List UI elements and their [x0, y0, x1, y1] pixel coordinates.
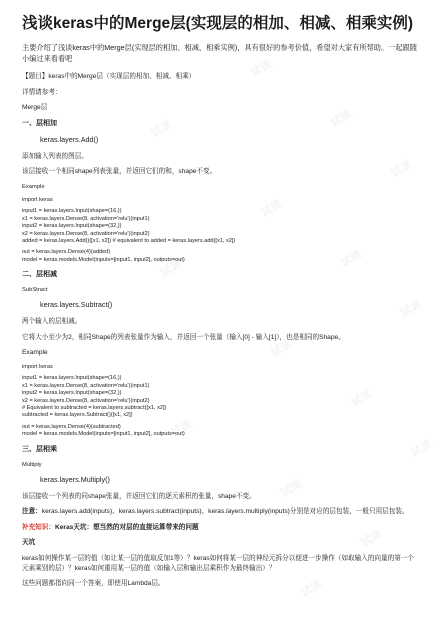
merge-layer-line: Merge层	[22, 104, 48, 112]
pit-heading: 天坑	[22, 539, 36, 547]
code-line: added = keras.layers.Add()([x1, x2]) # equivalent to added = keras.layers.add([x1, x2])	[22, 238, 236, 244]
topic-line: 【题目】keras中的Merge层（实现层的相加、相减、相乘）	[22, 73, 196, 80]
watermark-text: 试读	[148, 118, 175, 140]
section-multiply-heading: 三、层相乘	[22, 445, 57, 453]
code-line: input2 = keras.layers.Input(shape=(32,))	[22, 390, 122, 397]
watermark-text: 试读	[358, 528, 385, 550]
supplement-heading	[22, 523, 420, 533]
multiply-desc1: 该层接收一个列表的同shape张量，并返回它们的逐元素积的张量，shape不变。	[22, 492, 256, 500]
watermark-text: 试读	[408, 438, 435, 460]
watermark-text: 试读	[388, 158, 415, 180]
add-import: import keras	[22, 196, 53, 203]
section-subtract-heading: 二、层相减	[22, 271, 57, 279]
watermark-text: 试读	[268, 338, 295, 360]
code-line: x2 = keras.layers.Dense(8, activation='relu')(input2)	[22, 397, 150, 404]
subtract-desc2: 它将大小至少为2，相同Shape的列表张量作为输入，并返回一个张量（输入[0] - 输入[1]），也是相同的Shape。	[22, 333, 345, 341]
subtract-example-label: Example	[22, 349, 48, 357]
watermark-text: 试读	[398, 298, 425, 320]
add-example-label: Example	[22, 183, 45, 190]
intro-paragraph: 主要介绍了浅谈keras中的Merge层(实现层的相加、相减、相乘实例)，具有很好的参考价值，希望对大家有所帮助。一起跟随小编过来看看吧	[22, 43, 417, 63]
watermark-text: 试读	[168, 418, 195, 440]
code-line: # Equivalent to subtracted = keras.layers.subtract([x1, x2])	[22, 405, 167, 412]
supplement-title: Keras天坑：想当然的对层的直接运算带来的问题	[54, 523, 199, 531]
add-call: keras.layers.Add()	[40, 134, 99, 144]
code-line: input2 = keras.layers.Input(shape=(32,))	[22, 223, 122, 230]
watermark-text: 试读	[298, 578, 325, 600]
document-page	[22, 14, 420, 595]
subtract-code-block-2	[22, 424, 420, 439]
subtract-desc1: 两个输入的层相减。	[22, 318, 82, 326]
detail-line: 详情请参考：	[22, 88, 62, 96]
watermark-text: 试读	[158, 258, 185, 280]
code-line: x1 = keras.layers.Dense(8, activation='relu')(input1)	[22, 215, 150, 222]
code-line: input1 = keras.layers.Input(shape=(16,))	[22, 375, 122, 382]
code-line: model = keras.models.Model(inputs=[input1, input2], outputs=out)	[22, 256, 185, 263]
watermark-text: 试读	[258, 198, 285, 220]
watermark-text: 试读	[248, 58, 275, 80]
multiply-label: Multiply	[22, 461, 42, 468]
add-code-block-1	[22, 208, 420, 245]
page-title: 浅谈keras中的Merge层(实现层的相加、相减、相乘实例)	[22, 15, 413, 32]
subtract-label: SubStract	[22, 287, 48, 294]
multiply-call: keras.layers.Multiply()	[40, 474, 110, 484]
watermark-text: 试读	[348, 388, 375, 410]
subtract-call: keras.layers.Subtract()	[40, 300, 113, 310]
add-code-block-2	[22, 249, 420, 264]
code-line: x1 = keras.layers.Dense(8, activation='relu')(input1)	[22, 382, 150, 389]
code-line: input1 = keras.layers.Input(shape=(16,))	[22, 208, 122, 215]
code-line: subtracted = keras.layers.Subtract()([x1, x2])	[22, 412, 133, 419]
note-label: 注意：	[22, 508, 42, 516]
supplement-para-2: 这些问题都指向同一个答案，即使用Lambda层。	[22, 580, 165, 588]
code-line: out = keras.layers.Dense(4)(subtracted)	[22, 423, 121, 430]
code-line: out = keras.layers.Dense(4)(added)	[22, 249, 111, 256]
code-line: x2 = keras.layers.Dense(8, activation='relu')(input2)	[22, 230, 150, 237]
add-desc2: 该层接收一个相同shape列表张量，并返回它们的和，shape不变。	[22, 168, 217, 176]
section-add-heading: 一、层相加	[22, 119, 57, 127]
note-text: keras.layers.add(inputs)、keras.layers.subtract(inputs)、keras.layers.multiply(inputs)分别是对应的层包装，一般只用层包装。	[41, 508, 409, 516]
supplement-label: 补充知识：	[22, 523, 55, 531]
watermark-text: 试读	[328, 108, 355, 130]
code-line: model = keras.models.Model(inputs=[input1, input2], outputs=out)	[22, 431, 185, 438]
watermark-text: 试读	[338, 248, 365, 270]
watermark-text: 试读	[278, 478, 305, 500]
supplement-para-1: keras如何操作某一层的值（如让某一层的值取反加1等）？keras如何将某一层的神经元拆分以便进一步操作（如取输入的向量的第一个元素乘别的层）？keras如何重用某一层的值（如输入层和输出层乘积作为最终输出）？	[22, 555, 414, 572]
multiply-note	[22, 507, 420, 517]
subtract-import: import keras	[22, 364, 53, 370]
add-desc1: 添加输入列表的图层。	[22, 152, 88, 160]
subtract-code-block-1	[22, 375, 420, 419]
